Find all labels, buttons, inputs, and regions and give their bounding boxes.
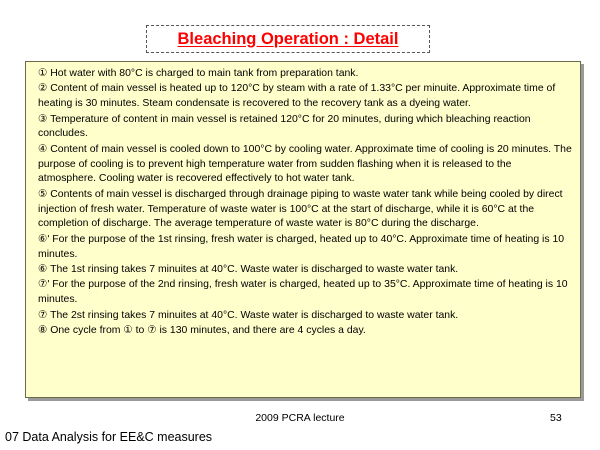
step-text: The 2st rinsing takes 7 minuites at 40°C. Waste water is discharged to waste water tank. [47, 309, 459, 321]
step-text: One cycle from ① to ⑦ is 130 minutes, and there are 4 cycles a day. [47, 324, 366, 336]
step-number: ⑥' [38, 233, 50, 245]
step-number: ⑤ [38, 188, 48, 200]
footer-course-title: 07 Data Analysis for EE&C measures [5, 430, 213, 444]
step-item [38, 188, 572, 232]
step-text: Contents of main vessel is discharged through drainage piping to waste water tank while being cooled by direct injection of fresh water. Temperature of waste water is 100°C at the start of discharge, while it is 60°C at the completion of discharge. The average temperature of waste water is 80°C during the discharge. [38, 188, 563, 230]
step-text: Temperature of content in main vessel is retained 120°C for 20 minutes, during which bleaching reaction concludes. [38, 113, 531, 140]
step-number: ② [38, 83, 48, 95]
slide-title: Bleaching Operation : Detail [177, 29, 399, 48]
content-box [25, 61, 581, 398]
step-item [38, 233, 572, 263]
step-number: ⑦ [38, 309, 48, 321]
step-item [38, 278, 572, 308]
step-number: ③ [38, 113, 48, 125]
step-item [38, 143, 572, 187]
step-text: For the purpose of the 1st rinsing, fresh water is charged, heated up to 40°C. Approximate time of heating is 10 minutes. [38, 233, 565, 260]
step-number: ① [38, 68, 48, 79]
step-text: Content of main vessel is heated up to 120°C by steam with a rate of 1.33°C per minuite. Approximate time of heating is 30 minutes. Steam condensate is recovered to the recovery tank as a dyeing water. [38, 83, 556, 110]
step-number: ⑧ [38, 324, 48, 336]
step-number: ④ [38, 143, 48, 155]
step-item [38, 324, 572, 339]
step-text: Hot water with 80°C is charged to main tank from preparation tank. [47, 68, 359, 79]
step-text: For the purpose of the 2nd rinsing, fresh water is charged, heated up to 35°C. Approximate time of heating is 10 minutes. [38, 279, 568, 306]
step-text: Content of main vessel is cooled down to 100°C by cooling water. Approximate time of cooling is 20 minutes. The purpose of cooling is to prevent high temperature water from sudden flashing when it is released to the atmosphere. Cooling water is recovered effectively to hot water tank. [38, 143, 572, 185]
step-text: The 1st rinsing takes 7 minuites at 40°C. Waste water is discharged to waste water tank. [47, 263, 459, 275]
step-item [38, 82, 572, 112]
step-item [38, 263, 572, 278]
footer-lecture: 2009 PCRA lecture [255, 412, 345, 424]
step-item [38, 309, 572, 324]
step-item [38, 113, 572, 143]
title-box [146, 25, 430, 53]
step-number: ⑥ [38, 263, 48, 275]
step-number: ⑦' [38, 279, 50, 291]
step-item [38, 67, 572, 82]
page-number: 53 [550, 412, 562, 424]
